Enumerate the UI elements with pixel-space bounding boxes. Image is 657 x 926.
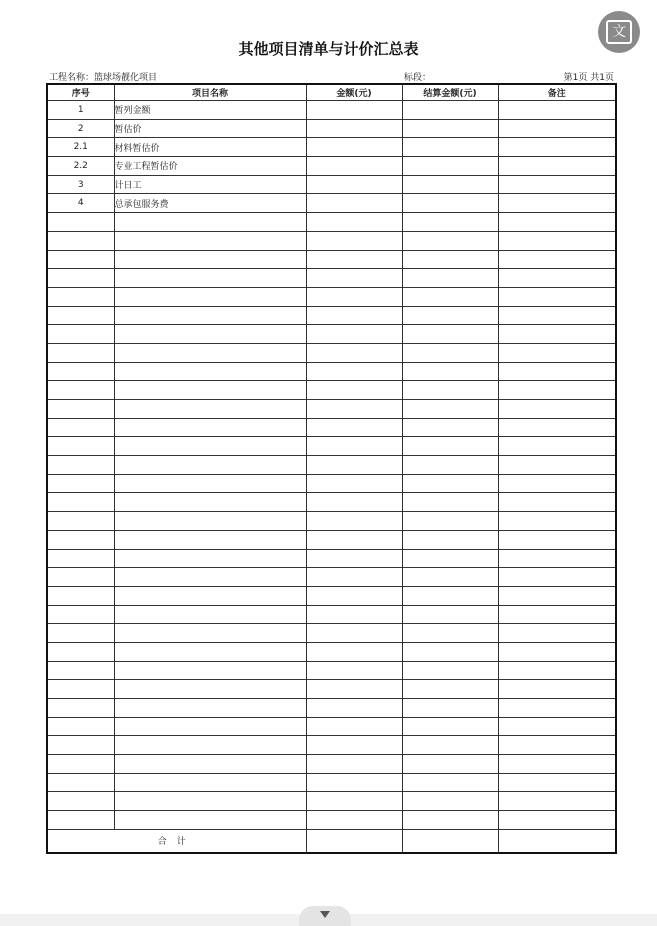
table-row xyxy=(47,269,616,288)
table-row xyxy=(47,194,616,213)
table-row xyxy=(47,717,616,736)
cell-amount xyxy=(306,717,402,736)
cell-no xyxy=(47,717,114,736)
scroll-down-button[interactable] xyxy=(299,906,351,926)
cell-remark xyxy=(498,717,616,736)
cell-no xyxy=(47,400,114,419)
cell-settlement xyxy=(402,549,498,568)
table-row xyxy=(47,661,616,680)
header-no: 序号 xyxy=(47,84,114,101)
cell-settlement xyxy=(402,568,498,587)
cell-settlement xyxy=(402,269,498,288)
header-amount: 金额(元) xyxy=(306,84,402,101)
cell-amount xyxy=(306,306,402,325)
cell-no xyxy=(47,456,114,475)
table-row xyxy=(47,306,616,325)
cell-amount xyxy=(306,512,402,531)
cell-settlement xyxy=(402,792,498,811)
total-label: 合计 xyxy=(47,829,306,853)
table-row xyxy=(47,512,616,531)
table-row xyxy=(47,213,616,232)
cell-name xyxy=(114,400,306,419)
cell-no xyxy=(47,231,114,250)
cell-remark xyxy=(498,157,616,176)
cell-remark xyxy=(498,437,616,456)
cell-remark xyxy=(498,661,616,680)
cell-no xyxy=(47,213,114,232)
table-row xyxy=(47,568,616,587)
cell-settlement xyxy=(402,456,498,475)
cell-amount xyxy=(306,119,402,138)
cell-remark xyxy=(498,624,616,643)
cell-no xyxy=(47,661,114,680)
table-row xyxy=(47,418,616,437)
cell-amount xyxy=(306,287,402,306)
cell-amount xyxy=(306,343,402,362)
cell-amount xyxy=(306,605,402,624)
cell-no xyxy=(47,699,114,718)
table-row xyxy=(47,549,616,568)
table-row xyxy=(47,101,616,120)
cell-no xyxy=(47,811,114,830)
table-row xyxy=(47,362,616,381)
cell-remark xyxy=(498,287,616,306)
cell-no: 1 xyxy=(47,101,114,120)
summary-table xyxy=(46,83,617,854)
cell-no xyxy=(47,586,114,605)
cell-name xyxy=(114,717,306,736)
cell-name xyxy=(114,736,306,755)
cell-settlement xyxy=(402,642,498,661)
table-row xyxy=(47,437,616,456)
cell-settlement xyxy=(402,437,498,456)
cell-no xyxy=(47,642,114,661)
cell-settlement xyxy=(402,213,498,232)
cell-settlement xyxy=(402,157,498,176)
cell-remark xyxy=(498,325,616,344)
cell-settlement xyxy=(402,474,498,493)
table-row xyxy=(47,400,616,419)
cell-name xyxy=(114,755,306,774)
cell-amount xyxy=(306,362,402,381)
cell-name: 暂列金额 xyxy=(114,101,306,120)
cell-name xyxy=(114,325,306,344)
cell-remark xyxy=(498,381,616,400)
cell-amount xyxy=(306,269,402,288)
total-remark xyxy=(498,829,616,853)
cell-name xyxy=(114,343,306,362)
table-row xyxy=(47,586,616,605)
cell-remark xyxy=(498,400,616,419)
cell-no: 2.2 xyxy=(47,157,114,176)
cell-settlement xyxy=(402,287,498,306)
cell-no xyxy=(47,549,114,568)
table-row xyxy=(47,138,616,157)
cell-settlement xyxy=(402,101,498,120)
cell-no: 2 xyxy=(47,119,114,138)
cell-amount xyxy=(306,530,402,549)
table-row xyxy=(47,175,616,194)
cell-remark xyxy=(498,755,616,774)
cell-name xyxy=(114,437,306,456)
cell-remark xyxy=(498,138,616,157)
cell-remark xyxy=(498,568,616,587)
cell-name xyxy=(114,287,306,306)
table-row xyxy=(47,624,616,643)
cell-remark xyxy=(498,642,616,661)
cell-remark xyxy=(498,213,616,232)
cell-name xyxy=(114,306,306,325)
cell-no xyxy=(47,624,114,643)
table-row xyxy=(47,811,616,830)
table-row xyxy=(47,755,616,774)
cell-name xyxy=(114,586,306,605)
cell-settlement xyxy=(402,811,498,830)
table-row xyxy=(47,530,616,549)
cell-amount xyxy=(306,194,402,213)
cell-amount xyxy=(306,138,402,157)
table-row xyxy=(47,287,616,306)
cell-amount xyxy=(306,699,402,718)
cell-name xyxy=(114,269,306,288)
cell-settlement xyxy=(402,624,498,643)
cell-name xyxy=(114,213,306,232)
cell-remark xyxy=(498,231,616,250)
cell-settlement xyxy=(402,680,498,699)
cell-remark xyxy=(498,811,616,830)
cell-amount xyxy=(306,661,402,680)
cell-settlement xyxy=(402,362,498,381)
table-row xyxy=(47,792,616,811)
cell-no: 2.1 xyxy=(47,138,114,157)
cell-name xyxy=(114,699,306,718)
cell-settlement xyxy=(402,512,498,531)
cell-name xyxy=(114,512,306,531)
table-row xyxy=(47,736,616,755)
cell-no xyxy=(47,736,114,755)
cell-remark xyxy=(498,250,616,269)
cell-name xyxy=(114,381,306,400)
cell-name xyxy=(114,418,306,437)
cell-amount xyxy=(306,773,402,792)
cell-no xyxy=(47,250,114,269)
cell-name xyxy=(114,456,306,475)
cell-settlement xyxy=(402,493,498,512)
cell-no xyxy=(47,792,114,811)
cell-remark xyxy=(498,530,616,549)
cell-remark xyxy=(498,680,616,699)
cell-amount xyxy=(306,101,402,120)
cell-settlement xyxy=(402,325,498,344)
cell-no xyxy=(47,343,114,362)
cell-settlement xyxy=(402,586,498,605)
cell-name xyxy=(114,605,306,624)
cell-no: 4 xyxy=(47,194,114,213)
cell-no xyxy=(47,530,114,549)
cell-name: 计日工 xyxy=(114,175,306,194)
table-row xyxy=(47,231,616,250)
cell-amount xyxy=(306,586,402,605)
cell-no xyxy=(47,512,114,531)
cell-name xyxy=(114,549,306,568)
cell-remark xyxy=(498,194,616,213)
table-row xyxy=(47,474,616,493)
header-settlement: 结算金额(元) xyxy=(402,84,498,101)
cell-remark xyxy=(498,549,616,568)
cell-amount xyxy=(306,157,402,176)
cell-name: 总承包服务费 xyxy=(114,194,306,213)
chevron-down-icon xyxy=(320,911,330,918)
cell-no xyxy=(47,773,114,792)
cell-no xyxy=(47,755,114,774)
cell-name xyxy=(114,362,306,381)
table-row xyxy=(47,699,616,718)
project-name: 工程名称：篮球场靓化项目 xyxy=(49,73,158,83)
table-row xyxy=(47,773,616,792)
table-row xyxy=(47,605,616,624)
cell-name xyxy=(114,624,306,643)
cell-settlement xyxy=(402,231,498,250)
cell-remark xyxy=(498,175,616,194)
cell-amount xyxy=(306,736,402,755)
total-row xyxy=(47,829,616,853)
cell-settlement xyxy=(402,400,498,419)
cell-settlement xyxy=(402,381,498,400)
table-row xyxy=(47,119,616,138)
cell-amount xyxy=(306,175,402,194)
cell-remark xyxy=(498,456,616,475)
cell-name xyxy=(114,773,306,792)
cell-settlement xyxy=(402,530,498,549)
cell-name xyxy=(114,792,306,811)
cell-remark xyxy=(498,773,616,792)
cell-amount xyxy=(306,437,402,456)
table-row xyxy=(47,157,616,176)
cell-name xyxy=(114,568,306,587)
cell-no xyxy=(47,362,114,381)
cell-settlement xyxy=(402,717,498,736)
cell-amount xyxy=(306,642,402,661)
cell-no xyxy=(47,680,114,699)
header-name: 项目名称 xyxy=(114,84,306,101)
cell-remark xyxy=(498,269,616,288)
total-amount xyxy=(306,829,402,853)
cell-name: 材料暂估价 xyxy=(114,138,306,157)
cell-settlement xyxy=(402,306,498,325)
cell-settlement xyxy=(402,661,498,680)
cell-name xyxy=(114,680,306,699)
cell-settlement xyxy=(402,250,498,269)
cell-no xyxy=(47,381,114,400)
section-label: 标段： xyxy=(404,73,432,83)
cell-amount xyxy=(306,381,402,400)
cell-no xyxy=(47,493,114,512)
cell-settlement xyxy=(402,736,498,755)
cell-settlement xyxy=(402,773,498,792)
table-row xyxy=(47,250,616,269)
cell-remark xyxy=(498,605,616,624)
cell-no xyxy=(47,437,114,456)
cell-amount xyxy=(306,755,402,774)
cell-remark xyxy=(498,736,616,755)
cell-name xyxy=(114,493,306,512)
cell-no xyxy=(47,325,114,344)
cell-settlement xyxy=(402,119,498,138)
cell-amount xyxy=(306,400,402,419)
cell-name xyxy=(114,231,306,250)
cell-settlement xyxy=(402,194,498,213)
cell-settlement xyxy=(402,175,498,194)
total-settlement xyxy=(402,829,498,853)
cell-amount xyxy=(306,213,402,232)
table-row xyxy=(47,381,616,400)
cell-amount xyxy=(306,680,402,699)
translate-icon: 文 xyxy=(606,20,632,44)
cell-no xyxy=(47,418,114,437)
cell-settlement xyxy=(402,138,498,157)
cell-settlement xyxy=(402,418,498,437)
cell-no xyxy=(47,474,114,493)
cell-remark xyxy=(498,343,616,362)
cell-remark xyxy=(498,418,616,437)
cell-amount xyxy=(306,549,402,568)
cell-remark xyxy=(498,306,616,325)
cell-remark xyxy=(498,699,616,718)
cell-remark xyxy=(498,493,616,512)
cell-name xyxy=(114,642,306,661)
cell-amount xyxy=(306,325,402,344)
cell-no: 3 xyxy=(47,175,114,194)
cell-remark xyxy=(498,101,616,120)
cell-remark xyxy=(498,119,616,138)
cell-amount xyxy=(306,624,402,643)
cell-remark xyxy=(498,512,616,531)
cell-name xyxy=(114,474,306,493)
header-remark: 备注 xyxy=(498,84,616,101)
table-header-row xyxy=(47,84,616,101)
cell-amount xyxy=(306,568,402,587)
table-row xyxy=(47,325,616,344)
cell-name xyxy=(114,530,306,549)
cell-no xyxy=(47,269,114,288)
cell-no xyxy=(47,568,114,587)
cell-name xyxy=(114,250,306,269)
cell-amount xyxy=(306,493,402,512)
cell-amount xyxy=(306,474,402,493)
table-row xyxy=(47,343,616,362)
cell-remark xyxy=(498,474,616,493)
cell-amount xyxy=(306,811,402,830)
cell-remark xyxy=(498,792,616,811)
cell-settlement xyxy=(402,343,498,362)
cell-amount xyxy=(306,250,402,269)
cell-name: 专业工程暂估价 xyxy=(114,157,306,176)
cell-name xyxy=(114,811,306,830)
cell-settlement xyxy=(402,755,498,774)
cell-remark xyxy=(498,362,616,381)
cell-no xyxy=(47,605,114,624)
cell-name xyxy=(114,661,306,680)
cell-no xyxy=(47,287,114,306)
translate-button[interactable] xyxy=(598,11,640,53)
cell-remark xyxy=(498,586,616,605)
cell-amount xyxy=(306,792,402,811)
cell-amount xyxy=(306,456,402,475)
cell-amount xyxy=(306,231,402,250)
page-number: 第1页 共1页 xyxy=(563,73,614,83)
page-title: 其他项目清单与计价汇总表 xyxy=(238,40,419,58)
table-row xyxy=(47,493,616,512)
cell-no xyxy=(47,306,114,325)
table-row xyxy=(47,680,616,699)
cell-settlement xyxy=(402,605,498,624)
table-row xyxy=(47,456,616,475)
cell-settlement xyxy=(402,699,498,718)
table-row xyxy=(47,642,616,661)
cell-amount xyxy=(306,418,402,437)
cell-name: 暂估价 xyxy=(114,119,306,138)
